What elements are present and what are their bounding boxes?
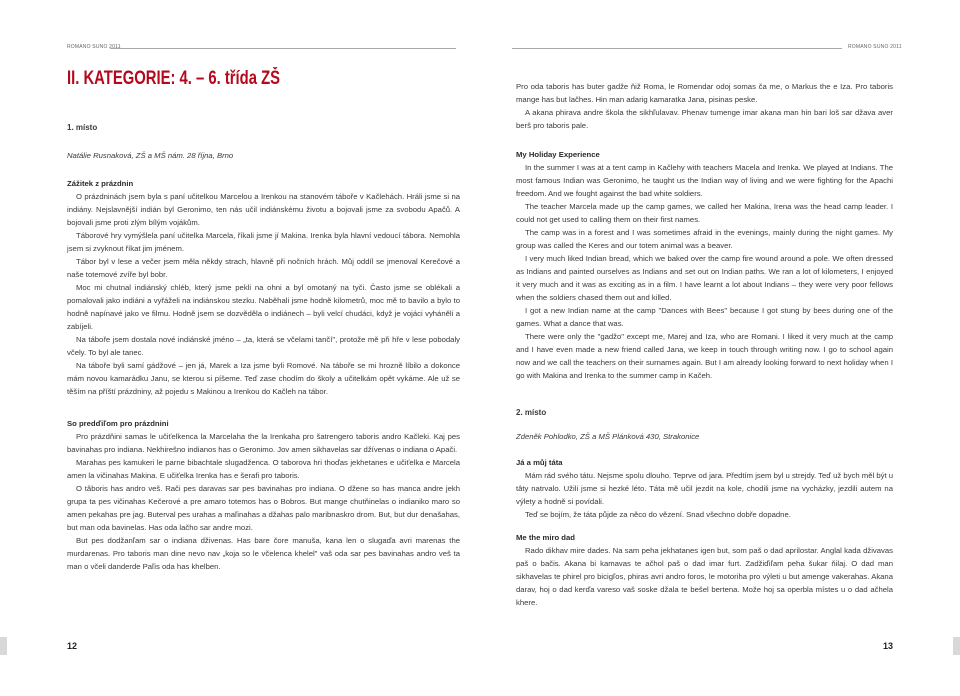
paragraph: Tábor byl v lese a večer jsem měla někdy strach, hlavně při nočních hrách. Můj oddíl se jmenoval Kerečové a naše totemové zvíře byl bobr.: [67, 257, 460, 279]
paragraph: Pro oda taboris has buter gadže ňiž Roma, le Romendar odoj somas ča me, o Markus the e Iza. Pro taboris mange has but lačhes. Hin man adarig kamaratka Jana, pisinas peske.: [516, 82, 893, 104]
paragraph: A akana phirava andre škola the sikhľulavav. Phenav tumenge imar akana man hin bari loš sar džava aver berš pro taboris pale.: [516, 108, 893, 130]
paragraph: Rado dikhav mire dades. Na sam peha jekhatanes igen but, som paš o dad aprilostar. Anglal kada dživavas paš o bačis. Akana bi kamavas te ačhol paš o dad imar furt. Zadžiďiľam peha šukar ňilaj. O dad man sikhavelas te phirel pro bicigľos, phiras avri andro foros, le motoriha pro výleti u but amenge vakerahas. Akana darav, hoj o dad kerďa vareso vaš soske džala te bešel bertena. Može hoj sa operbla místes u o dad ačhela khere.: [516, 546, 893, 607]
paragraph: The teacher Marcela made up the camp games, we called her Makina, Irena was the head camp leader. I could not get used to calling them on their first names.: [516, 202, 893, 224]
header-rule-right: [512, 48, 842, 49]
left-column: [67, 121, 460, 573]
czech-story-2: [516, 469, 893, 521]
paragraph: O prázdninách jsem byla s paní učitelkou Marcelou a Irenkou na stanovém táboře v Kačlehách. Hráli jsme si na indiány. Nejslavnější indián byl Geronimo, ten nás učil indiánskému životu a bojovali jsme za svobodu Apačů. A bojovali jsme proti zlým bílým vojákům.: [67, 192, 460, 227]
running-header-right: ROMANO SUNO 2011: [848, 44, 902, 50]
page-number-left: 12: [67, 641, 78, 651]
paragraph: Teď se bojím, že táta půjde za něco do vězení. Snad všechno dobře dopadne.: [525, 510, 791, 519]
english-story-heading: My Holiday Experience: [516, 150, 600, 159]
paragraph: In the summer I was at a tent camp in Kačlehy with teachers Macela and Irenka. We played at Indians. The most famous Indian was Geronimo, he taught us the Indian way of living and we were fighting for the Apachi freedom. And we fought against the bad white soldiers.: [516, 163, 893, 198]
author-line-2: Zdeněk Pohlodko, ZŠ a MŠ Plánková 430, Strakonice: [516, 432, 700, 441]
romani-story-2-heading: Me the miro dad: [516, 533, 575, 542]
czech-story: [67, 190, 460, 398]
paragraph: But pes dodžanľam sar o indiana dživenas. Has bare čore manuša, kana len o slugaďa avri marenas the murdarenas. Pro taboris man dine nevo nav „koja so le včelenca khelel" vaš oda sar pes bavinahas andro veš ta man o včeli danderde Paľis oda has khelben.: [67, 536, 460, 571]
paragraph: O tâboris has andro veš. Rači pes daravas sar pes bavinahas pro indiana. O džene so has manca andre jekh grupa ta pes vičinahas Kečerové a pre amaro totemos has o Bobros. But mange chutňinelas o indianiko maro so amen pekahas pre jag. Buterval pes urahas a maľinahas a džahas palo maribnaskro drom. But, but dur denašahas, but man oda bavinelas. Has oda lačho sar andre mozi.: [67, 484, 460, 532]
author-line: Natálie Rusnaková, ZŠ a MŠ nám. 28 října, Brno: [67, 151, 234, 160]
place-label-2: 2. místo: [516, 408, 547, 417]
paragraph: Na táboře jsem dostala nové indiánské jméno – „ta, která se včelami tančí", protože mě při hře v lese pobodaly včely. To byl ale tanec.: [67, 335, 460, 357]
english-story: [516, 161, 893, 382]
paragraph: I got a new Indian name at the camp "Dances with Bees" because I got stung by bees during one of the games. What a dance that was.: [516, 306, 893, 328]
page-edge-band-right: [953, 637, 960, 655]
category-title: II. KATEGORIE: 4. – 6. třída ZŠ: [67, 68, 281, 89]
czech-story-heading: Zážitek z prázdnin: [67, 179, 134, 188]
romani-story: [67, 430, 460, 573]
paragraph: The camp was in a forest and I was sometimes afraid in the evenings, mainly during the night games. My group was called the Keres and our totem animal was a beaver.: [516, 228, 893, 250]
page-edge-band-left: [0, 637, 7, 655]
paragraph: Mám rád svého tátu. Nejsme spolu dlouho. Teprve od jara. Předtím jsem byl u strejdy. Teď už bych měl být u tâty natrvalo. Užili jsme si hezké léto. Táta mě učil jezdit na kole, chodili jsme na vycházky, jezdili autem na výlety a hodně si povídali.: [516, 471, 893, 506]
page-number-right: 13: [883, 641, 894, 651]
paragraph: Pro prázdňini samas le učiťelkenca la Marcelaha the la Irenkaha pro šatrengero taboris andro Kačleki. Kaj pes bavinahas pro indiana. Nekhirešno indianos has o Geronimo. Jov amen sikhavelas sar džívenas o indiana o Apači.: [67, 432, 460, 454]
right-column: [516, 80, 893, 609]
place-label: 1. místo: [67, 123, 98, 132]
header-rule-left: [110, 48, 456, 49]
paragraph: There were only the "gadžo" except me, Marej and Iza, who are Romani. I liked it very much at the camp and I have even made a new friend called Jana, we keep in touch through writing now. I go to school again now and we call the teachers on their surnames again. But I am already looking forward to next holiday when I go with Makina and Irenka to the summer camp in Kačeh.: [516, 332, 893, 380]
right-page: [480, 0, 960, 696]
romani-story-2: [516, 544, 893, 609]
running-header-left: ROMANO SUNO 2011: [67, 44, 121, 50]
paragraph: I very much liked Indian bread, which we baked over the camp fire wound around a pole. We often dressed as Indians and painted ourselves as Indians and set out on Indian paths. We ran a lot of kilometers, I enjoyed it very much and it was as exciting as in a film. I have learnt a lot about Indians – they were very poor fellows when the soldiers chased them out and killed.: [516, 254, 893, 302]
czech-story-2-heading: Já a můj táta: [516, 458, 563, 467]
paragraph: Táborové hry vymýšlela paní učitelka Marcela, říkali jsme jí Makina. Irenka byla hlavní vedoucí tábora. Nemohla jsem si zvyknout říkat jim jménem.: [67, 231, 460, 253]
romani-story-continued: [516, 80, 893, 132]
paragraph: Na táboře byli samí gádžové – jen já, Marek a Iza jsme byli Romové. Na táboře se mi hrozně líbilo a dokonce mám novou kamarádku Janu, se kterou si píšeme. Teď zase chodím do školy a učitelkám opět vykáme. Ale už se těším na příští prázdniny, až pojedu s Makinou a Irenkou do Kačleh na tábor.: [67, 361, 460, 396]
romani-story-heading: So predďiľom pro prázdnini: [67, 419, 169, 428]
paragraph: Marahas pes kamukeri le parne bibachtale slugadženca. O taborova hri thoďas jekhetanes e učiťelka e Marcela amen la vičinahas Makina. E učiťelka Irenka has e šerafi pro taboris.: [67, 458, 460, 480]
paragraph: Moc mi chutnal indiánský chléb, který jsme pekli na ohni a byl omotaný na tyči. Často jsme se oblékali a pomalovali jako indiáni a vyřáželi na indiánskou stezku. Naběhali jsme hodně kilometrů, moc mě to bavilo a bylo to hodně napínavé jako ve filmu. Hodně jsem se dozvěděla o indiánech – byli velcí chudáci, když je vojáci vyháněli a zabíjeli.: [67, 283, 460, 331]
